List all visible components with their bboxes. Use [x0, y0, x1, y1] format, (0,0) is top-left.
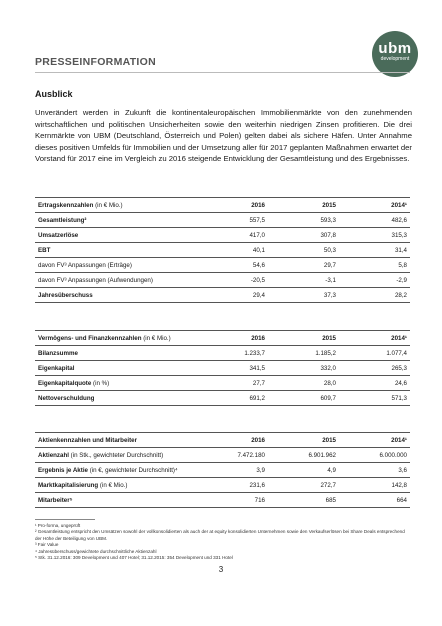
- cell-2016: 27,7: [197, 376, 268, 391]
- cell-2015: 37,3: [268, 288, 339, 303]
- cell-2014: 3,6: [339, 463, 410, 478]
- cell-2015: 6.901.962: [268, 448, 339, 463]
- row-label: Mitarbeiter⁵: [35, 493, 197, 508]
- cell-2015: 272,7: [268, 478, 339, 493]
- table-row: [35, 493, 410, 508]
- row-label: Nettoverschuldung: [35, 391, 197, 406]
- outlook-paragraph: Unverändert werden in Zukunft die kontinentaleuropäischen Immobilienmärkte von den zunehmenden wirtschaftlichen und politischen Unsicherheiten sowie den weiterhin niedrigen Zinsen profitieren. Die drei Kernmärkte von UBM (Deutschland, Österreich und Polen) gelten dabei als sichere Häfen. Unter Annahme dieses positiven Umfelds für Immobilien und der Umsetzung aller für 2017 geplanten Maßnahmen erwartet der Vorstand für 2017 eine im Vergleich zu 2016 steigende Entwicklung der Gesamtleistung und des Ergebnisses.: [35, 108, 412, 163]
- table-header-label: Aktienkennzahlen und Mitarbeiter: [35, 433, 197, 448]
- table-row: [35, 213, 410, 228]
- section-title: Ausblick: [35, 89, 73, 99]
- table-row: [35, 288, 410, 303]
- cell-2014: 24,6: [339, 376, 410, 391]
- cell-2014: 1.077,4: [339, 346, 410, 361]
- logo-sub-text: development: [380, 56, 410, 62]
- row-label: Marktkapitalisierung (in € Mio.): [35, 478, 197, 493]
- cell-2015: 4,9: [268, 463, 339, 478]
- table-row: [35, 448, 410, 463]
- row-label: Eigenkapitalquote (in %): [35, 376, 197, 391]
- col-2015: 2015: [268, 433, 339, 448]
- ubm-logo: [372, 31, 418, 77]
- footnote: ² Gesamtleistung entspricht den Umsätzen sowohl der vollkonsolidierten als auch der at equity konsolidierten Unternehmen sowie den Verkaufserlösen bei Share Deals entsprechend der Höhe der Beteiligung von UBM.: [35, 529, 405, 541]
- table-header-label: Vermögens- und Finanzkennzahlen (in € Mio.): [35, 331, 197, 346]
- table-header-row: [35, 198, 410, 213]
- footnote: ⁵ Stk. 31.12.2016: 309 Development und 407 Hotel; 31.12.2015: 354 Development und 331 Hotel: [35, 555, 233, 561]
- table-row: [35, 258, 410, 273]
- cell-2016: 1.233,7: [197, 346, 268, 361]
- col-2014: 2014¹: [339, 331, 410, 346]
- table-row: [35, 463, 410, 478]
- table-row: [35, 361, 410, 376]
- cell-2014: 142,8: [339, 478, 410, 493]
- document-header: PRESSEINFORMATION: [35, 56, 156, 68]
- table-row: [35, 376, 410, 391]
- row-label: davon FV³ Anpassungen (Aufwendungen): [35, 273, 197, 288]
- cell-2016: 231,6: [197, 478, 268, 493]
- table-row: [35, 243, 410, 258]
- footnote: ⁴ Jahresüberschuss/gewichtete durchschnittliche Aktienzahl: [35, 548, 157, 554]
- footnote: ¹ Pro-forma, ungeprüft: [35, 523, 81, 528]
- cell-2015: -3,1: [268, 273, 339, 288]
- cell-2015: 28,0: [268, 376, 339, 391]
- cell-2015: 609,7: [268, 391, 339, 406]
- cell-2016: 29,4: [197, 288, 268, 303]
- cell-2015: 29,7: [268, 258, 339, 273]
- cell-2016: 417,0: [197, 228, 268, 243]
- row-label: Gesamtleistung²: [35, 213, 197, 228]
- row-label: davon FV³ Anpassungen (Erträge): [35, 258, 197, 273]
- col-2015: 2015: [268, 331, 339, 346]
- row-label: Eigenkapital: [35, 361, 197, 376]
- share-table: [35, 432, 410, 508]
- table-row: [35, 228, 410, 243]
- cell-2014: 5,8: [339, 258, 410, 273]
- cell-2016: 54,6: [197, 258, 268, 273]
- cell-2016: 557,5: [197, 213, 268, 228]
- cell-2016: 40,1: [197, 243, 268, 258]
- earnings-table: [35, 197, 410, 303]
- logo-main-text: ubm: [378, 40, 412, 57]
- row-label: Ergebnis je Aktie (in €, gewichteter Durchschnitt)⁴: [35, 463, 197, 478]
- cell-2014: 6.000.000: [339, 448, 410, 463]
- col-2014: 2014¹: [339, 198, 410, 213]
- table-header-row: [35, 433, 410, 448]
- col-2016: 2016: [197, 331, 268, 346]
- cell-2016: 691,2: [197, 391, 268, 406]
- cell-2016: 3,9: [197, 463, 268, 478]
- table-row: [35, 391, 410, 406]
- footnote: ³ Fair Value: [35, 542, 59, 548]
- col-2015: 2015: [268, 198, 339, 213]
- cell-2014: 571,3: [339, 391, 410, 406]
- cell-2015: 50,3: [268, 243, 339, 258]
- row-label: EBT: [35, 243, 197, 258]
- footnote-divider: [35, 519, 95, 520]
- cell-2016: 341,5: [197, 361, 268, 376]
- cell-2015: 307,8: [268, 228, 339, 243]
- table-row: [35, 273, 410, 288]
- cell-2014: -2,9: [339, 273, 410, 288]
- table-row: [35, 346, 410, 361]
- table-header-row: [35, 331, 410, 346]
- cell-2014: 265,3: [339, 361, 410, 376]
- cell-2015: 1.185,2: [268, 346, 339, 361]
- row-label: Bilanzsumme: [35, 346, 197, 361]
- cell-2014: 664: [339, 493, 410, 508]
- col-2014: 2014¹: [339, 433, 410, 448]
- balance-sheet-table: [35, 330, 410, 406]
- cell-2014: 28,2: [339, 288, 410, 303]
- header-divider: [35, 72, 410, 73]
- cell-2014: 315,3: [339, 228, 410, 243]
- cell-2016: 7.472.180: [197, 448, 268, 463]
- cell-2014: 31,4: [339, 243, 410, 258]
- col-2016: 2016: [197, 198, 268, 213]
- page-number: 3: [218, 565, 224, 574]
- cell-2015: 332,0: [268, 361, 339, 376]
- row-label: Umsatzerlöse: [35, 228, 197, 243]
- table-header-label: Ertragskennzahlen (in € Mio.): [35, 198, 197, 213]
- cell-2015: 685: [268, 493, 339, 508]
- row-label: Aktienzahl (in Stk., gewichteter Durchschnitt): [35, 448, 197, 463]
- col-2016: 2016: [197, 433, 268, 448]
- cell-2015: 593,3: [268, 213, 339, 228]
- table-row: [35, 478, 410, 493]
- cell-2016: -20,5: [197, 273, 268, 288]
- cell-2016: 716: [197, 493, 268, 508]
- footnotes: [35, 523, 412, 561]
- row-label: Jahresüberschuss: [35, 288, 197, 303]
- cell-2014: 482,6: [339, 213, 410, 228]
